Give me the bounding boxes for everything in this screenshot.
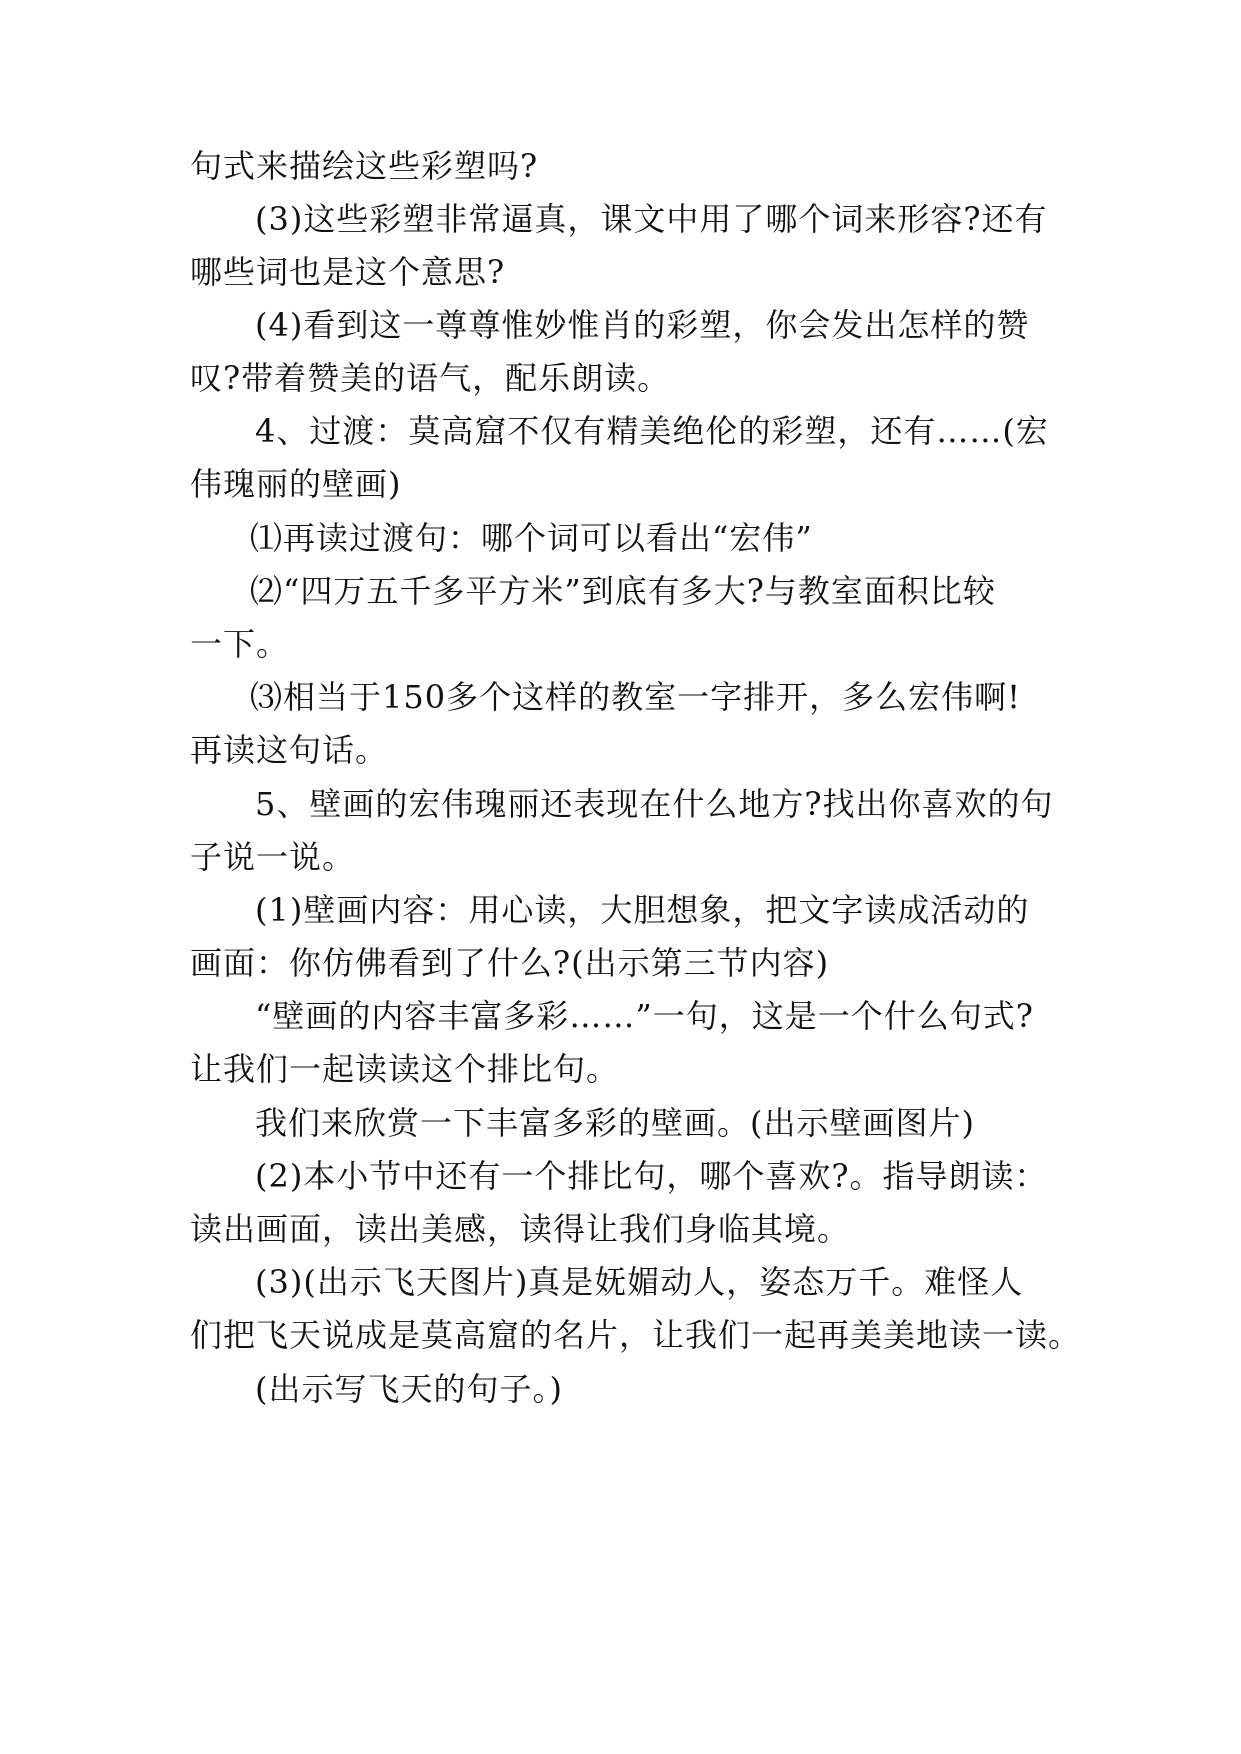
text-line: 伟瑰丽的壁画) [190, 465, 402, 503]
text-line: 读出画面，读出美感，读得让我们身临其境。 [190, 1210, 851, 1248]
text-line: 子说一说。 [190, 838, 356, 876]
text-line: 句式来描绘这些彩塑吗? [190, 147, 539, 185]
text-line: 们把飞天说成是莫高窟的名片，让我们一起再美美地读一读。 [190, 1316, 1082, 1354]
text-line: (3)这些彩塑非常逼真，课文中用了哪个词来形容?还有 [255, 200, 1048, 238]
text-line: 再读这句话。 [190, 731, 389, 769]
text-line: 4、过渡：莫高窟不仅有精美绝伦的彩塑，还有……(宏 [255, 412, 1049, 450]
text-line: 让我们一起读读这个排比句。 [190, 1050, 620, 1088]
text-line: (1)壁画内容：用心读，大胆想象，把文字读成活动的 [255, 891, 1030, 929]
text-line: (4)看到这一尊尊惟妙惟肖的彩塑，你会发出怎样的赞 [255, 306, 1030, 344]
text-line: 哪些词也是这个意思? [190, 253, 506, 291]
text-line: 叹?带着赞美的语气，配乐朗读。 [190, 359, 671, 397]
text-line: “壁画的内容丰富多彩……”一句，这是一个什么句式? [255, 997, 1034, 1035]
text-line: ⑴再读过渡句：哪个词可以看出“宏伟” [250, 519, 813, 557]
text-line: (3)(出示飞天图片)真是妩媚动人，姿态万千。难怪人 [255, 1263, 1024, 1301]
text-line: ⑵“四万五千多平方米”到底有多大?与教室面积比较 [250, 572, 996, 610]
text-line: ⑶相当于150多个这样的教室一字排开，多么宏伟啊! [250, 678, 1021, 716]
text-line: 画面：你仿佛看到了什么?(出示第三节内容) [190, 944, 830, 982]
text-line: (出示写飞天的句子。) [255, 1370, 563, 1408]
text-line: (2)本小节中还有一个排比句，哪个喜欢?。指导朗读： [255, 1157, 1048, 1195]
text-line: 我们来欣赏一下丰富多彩的壁画。(出示壁画图片) [255, 1104, 975, 1142]
text-line: 一下。 [190, 625, 290, 663]
text-line: 5、壁画的宏伟瑰丽还表现在什么地方?找出你喜欢的句 [255, 785, 1054, 823]
